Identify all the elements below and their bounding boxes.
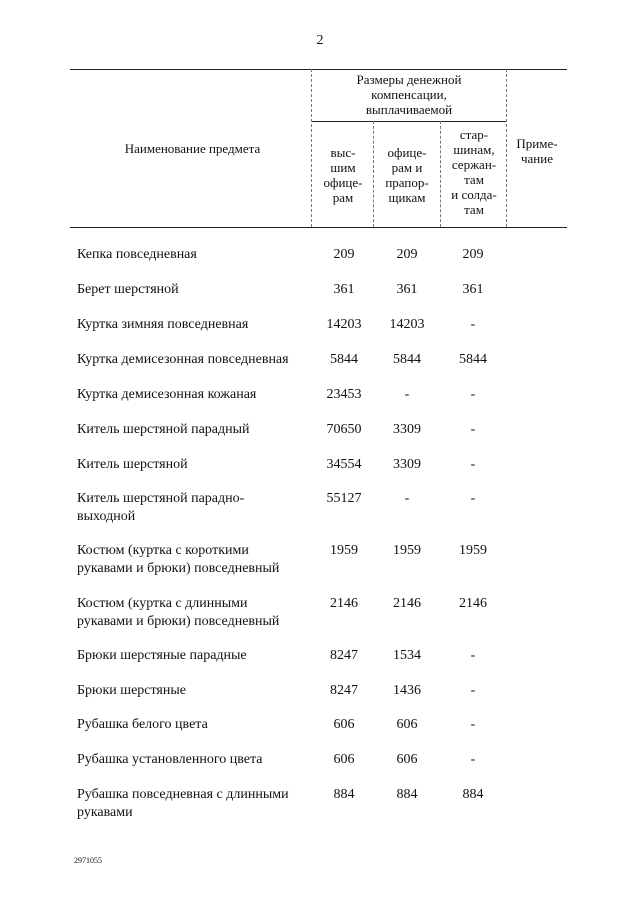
table-top-rule — [70, 69, 567, 70]
row-item-name: Рубашка повседневная с длинными рукавами — [77, 787, 289, 820]
row-senior-value: 55127 — [326, 491, 362, 506]
row-item-name: Рубашка установленного цвета — [77, 752, 263, 767]
row-officers-value: 606 — [396, 752, 418, 767]
row-officers-value: 209 — [396, 247, 418, 262]
row-officers-value: 884 — [396, 787, 418, 802]
header-sergeants-soldiers: стар- шинам, сержан- там и солда- там — [451, 127, 497, 217]
row-officers-value: - — [404, 491, 410, 506]
row-item-name: Рубашка белого цвета — [77, 717, 208, 732]
row-senior-value: 884 — [333, 787, 355, 802]
row-soldiers-value: - — [470, 457, 476, 472]
row-officers-value: 1534 — [393, 648, 421, 663]
row-officers-value: 3309 — [393, 457, 421, 472]
header-senior-officers: выс- шим офице- рам — [323, 145, 363, 205]
row-soldiers-value: - — [470, 491, 476, 506]
row-officers-value: 2146 — [393, 596, 421, 611]
header-officers-warrant: офице- рам и прапор- щикам — [385, 145, 429, 205]
row-item-name: Костюм (куртка с длинными рукавами и брюки) повседневный — [77, 596, 280, 629]
row-item-name: Кепка повседневная — [77, 247, 197, 262]
row-soldiers-value: - — [470, 387, 476, 402]
header-note: Приме- чание — [516, 136, 558, 166]
header-bottom-rule — [70, 227, 567, 228]
row-officers-value: 606 — [396, 717, 418, 732]
row-item-name: Куртка зимняя повседневная — [77, 317, 249, 332]
row-soldiers-value: 5844 — [459, 352, 487, 367]
row-item-name: Костюм (куртка с короткими рукавами и брюки) повседневный — [77, 543, 280, 576]
row-soldiers-value: - — [470, 422, 476, 437]
header-item-name: Наименование предмета — [124, 141, 261, 156]
row-officers-value: 361 — [396, 282, 418, 297]
row-officers-value: - — [404, 387, 410, 402]
row-officers-value: 3309 — [393, 422, 421, 437]
row-senior-value: 606 — [333, 752, 355, 767]
row-senior-value: 70650 — [326, 422, 362, 437]
row-soldiers-value: 361 — [462, 282, 484, 297]
row-officers-value: 1959 — [393, 543, 421, 558]
row-senior-value: 606 — [333, 717, 355, 732]
row-item-name: Куртка демисезонная кожаная — [77, 387, 257, 402]
row-senior-value: 23453 — [326, 387, 362, 402]
row-item-name: Китель шерстяной парадно- выходной — [77, 491, 245, 524]
row-item-name: Куртка демисезонная повседневная — [77, 352, 289, 367]
row-soldiers-value: - — [470, 317, 476, 332]
header-compensation-group: Размеры денежной компенсации, выплачиваемой — [356, 72, 462, 117]
row-senior-value: 1959 — [330, 543, 358, 558]
row-item-name: Китель шерстяной парадный — [77, 422, 250, 437]
row-item-name: Китель шерстяной — [77, 457, 188, 472]
row-senior-value: 34554 — [326, 457, 362, 472]
row-item-name: Брюки шерстяные парадные — [77, 648, 247, 663]
row-soldiers-value: - — [470, 648, 476, 663]
row-senior-value: 209 — [333, 247, 355, 262]
footer-code: 2971055 — [74, 856, 102, 865]
row-senior-value: 2146 — [330, 596, 358, 611]
row-senior-value: 8247 — [330, 648, 358, 663]
page-number: 2 — [316, 33, 324, 48]
row-soldiers-value: 209 — [462, 247, 484, 262]
row-senior-value: 361 — [333, 282, 355, 297]
row-senior-value: 14203 — [326, 317, 362, 332]
row-soldiers-value: - — [470, 683, 476, 698]
row-officers-value: 5844 — [393, 352, 421, 367]
row-soldiers-value: - — [470, 717, 476, 732]
row-soldiers-value: 884 — [462, 787, 484, 802]
subheader-rule — [311, 121, 507, 122]
row-senior-value: 5844 — [330, 352, 358, 367]
row-senior-value: 8247 — [330, 683, 358, 698]
row-item-name: Брюки шерстяные — [77, 683, 186, 698]
row-officers-value: 1436 — [393, 683, 421, 698]
row-soldiers-value: 2146 — [459, 596, 487, 611]
row-item-name: Берет шерстяной — [77, 282, 179, 297]
row-officers-value: 14203 — [389, 317, 425, 332]
row-soldiers-value: 1959 — [459, 543, 487, 558]
row-soldiers-value: - — [470, 752, 476, 767]
